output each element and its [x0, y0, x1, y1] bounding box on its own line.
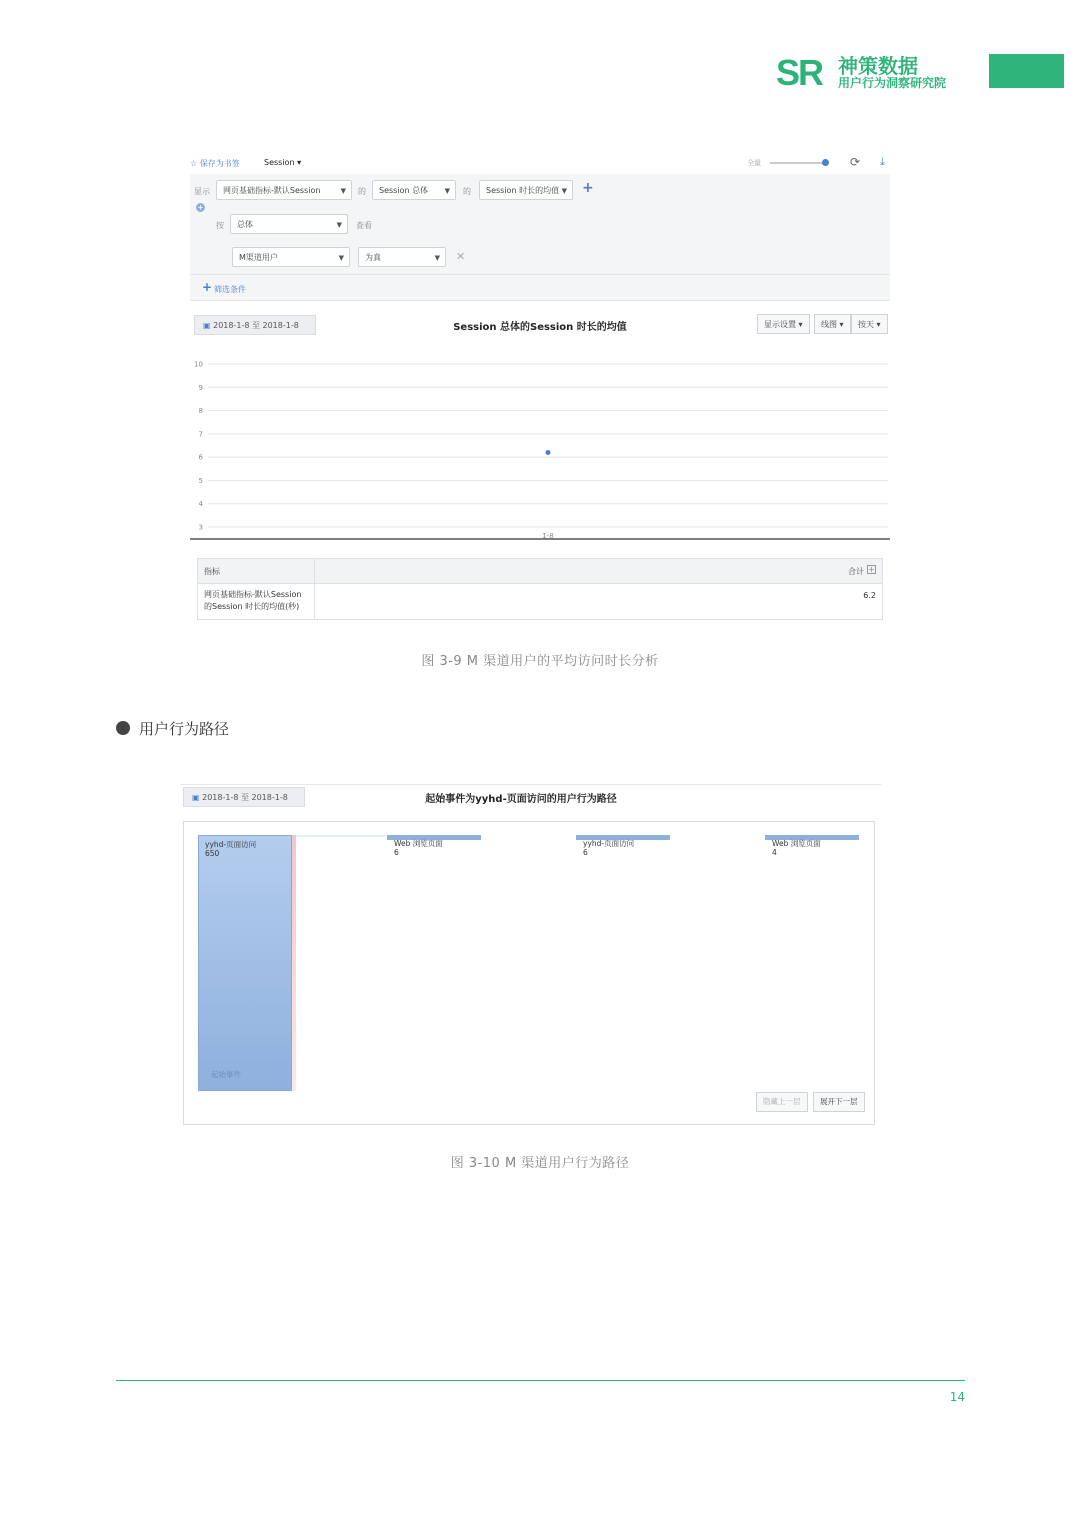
remove-filter-icon[interactable]: ✕ — [456, 250, 466, 263]
group-by-text: 总体 — [237, 220, 253, 229]
path-flow-link — [292, 835, 296, 1091]
chevron-down-icon: ▼ — [444, 187, 450, 195]
session-scope-text: Session 总体 — [379, 186, 429, 195]
metric-table — [197, 558, 883, 620]
add-metric-icon[interactable]: + — [582, 180, 594, 196]
column-divider — [314, 559, 315, 619]
top-border — [181, 784, 881, 785]
filter-field-select[interactable] — [232, 247, 350, 267]
data-point[interactable] — [546, 450, 551, 455]
analysis-toolbar — [190, 152, 890, 175]
y-tick-label: 7 — [198, 430, 203, 439]
filter-op-select[interactable] — [358, 247, 446, 267]
node-count: 6 — [583, 848, 588, 857]
line-chart — [190, 352, 890, 542]
bullet-dot-icon — [116, 721, 130, 735]
chart-type-label: 线图 — [821, 320, 837, 329]
of-label: 的 — [463, 187, 471, 196]
table-row-label — [204, 589, 301, 613]
scale-slider[interactable] — [770, 162, 826, 164]
path-flow-link — [296, 835, 386, 837]
node-label: yyhd-页面访问 — [583, 839, 635, 848]
query-panel — [190, 174, 890, 301]
show-label: 显示 — [194, 187, 210, 196]
panel-divider — [190, 274, 890, 275]
filter-field-text: M渠道用户 — [239, 253, 278, 262]
figure-3-10-caption: 图 3-10 M 渠道用户行为路径 — [450, 1156, 630, 1171]
scale-label: 全量 — [747, 159, 761, 167]
figure-3-10-screenshot — [181, 784, 881, 1128]
calendar-icon: ▣ — [203, 321, 211, 330]
y-tick-label: 8 — [198, 407, 203, 416]
node-count: 4 — [772, 848, 777, 857]
logo-mark: SR — [776, 52, 823, 93]
page-number: 14 — [949, 1390, 965, 1404]
y-tick-label: 10 — [194, 360, 203, 369]
expand-next-button[interactable]: 展开下一层 — [813, 1092, 865, 1112]
chart-title: Session 总体的Session 时长的均值 — [453, 322, 627, 333]
metric-text: Session 时长的均值 — [486, 186, 560, 195]
bookmark-link[interactable]: ☆ 保存为书签 — [190, 159, 240, 168]
start-event-label: 起始事件 — [211, 1070, 241, 1079]
path-diagram — [183, 821, 875, 1125]
header-accent-block — [989, 54, 1064, 88]
row-label-line-1: 网页基础指标-默认Session — [204, 590, 302, 599]
calendar-icon: ▣ — [192, 793, 200, 802]
add-group-icon[interactable]: + — [197, 203, 204, 212]
display-settings-label: 显示设置 — [764, 320, 796, 329]
chevron-down-icon: ▼ — [561, 187, 567, 195]
expand-icon[interactable]: + — [868, 565, 875, 574]
add-filter-link[interactable]: 筛选条件 — [214, 285, 246, 294]
y-tick-label: 5 — [198, 476, 203, 485]
y-tick-label: 4 — [198, 500, 203, 509]
date-range-text: 2018-1-8 至 2018-1-8 — [213, 321, 299, 330]
metric-source-select[interactable] — [216, 180, 352, 200]
group-by-select[interactable] — [230, 214, 348, 234]
row-label-line-2: 的Session 时长的均值(秒) — [204, 602, 300, 611]
figure-3-9-caption: 图 3-9 M 渠道用户的平均访问时长分析 — [421, 654, 659, 669]
session-scope-select[interactable] — [372, 180, 456, 200]
y-tick-label: 3 — [198, 523, 203, 532]
metric-select[interactable] — [479, 180, 573, 200]
refresh-icon[interactable]: ⟳ — [850, 155, 861, 169]
download-icon[interactable]: ⤓ — [880, 155, 885, 168]
collapse-previous-button[interactable]: 隐藏上一层 — [756, 1092, 808, 1112]
y-tick-label: 6 — [198, 453, 203, 462]
x-tick-label: 1-8 — [542, 532, 554, 540]
chart-type-button[interactable]: 线图 ▾ — [814, 314, 851, 334]
column-header-total: 合计 — [848, 567, 864, 576]
slider-handle[interactable] — [822, 159, 829, 166]
chevron-down-icon: ▼ — [336, 221, 342, 229]
column-header-metric: 指标 — [204, 567, 220, 576]
brand-name: 神策数据 — [838, 54, 918, 78]
metric-source-text: 网页基础指标-默认Session — [223, 186, 321, 195]
by-label: 按 — [216, 221, 224, 230]
date-range-text: 2018-1-8 至 2018-1-8 — [202, 793, 288, 802]
section-heading: 用户行为路径 — [139, 720, 230, 738]
display-settings-button[interactable]: 显示设置 ▾ — [757, 314, 810, 334]
footer-divider — [116, 1380, 965, 1381]
granularity-button[interactable]: 按天 ▾ — [851, 314, 888, 334]
table-row-value: 6.2 — [863, 591, 876, 600]
chevron-down-icon: ▼ — [338, 254, 344, 262]
session-menu[interactable]: Session ▾ — [264, 158, 302, 167]
node-count: 650 — [205, 849, 220, 858]
figure-3-9-screenshot — [190, 152, 890, 622]
y-tick-label: 9 — [198, 383, 203, 392]
granularity-label: 按天 — [858, 320, 874, 329]
node-label: yyhd-页面访问 — [205, 840, 257, 849]
node-label: Web 浏览页面 — [394, 839, 443, 848]
add-filter-icon[interactable]: + — [202, 280, 213, 294]
chevron-down-icon: ▼ — [340, 187, 346, 195]
view-label: 查看 — [356, 221, 372, 230]
node-count: 6 — [394, 848, 399, 857]
table-header — [198, 559, 882, 584]
path-chart-title: 起始事件为yyhd-页面访问的用户行为路径 — [425, 794, 617, 805]
chevron-down-icon: ▼ — [434, 254, 440, 262]
filter-op-text: 为真 — [365, 253, 381, 262]
of-label: 的 — [358, 187, 366, 196]
brand-subtitle: 用户行为洞察研究院 — [838, 76, 947, 90]
path-node-start[interactable] — [198, 835, 292, 1091]
node-label: Web 浏览页面 — [772, 839, 821, 848]
